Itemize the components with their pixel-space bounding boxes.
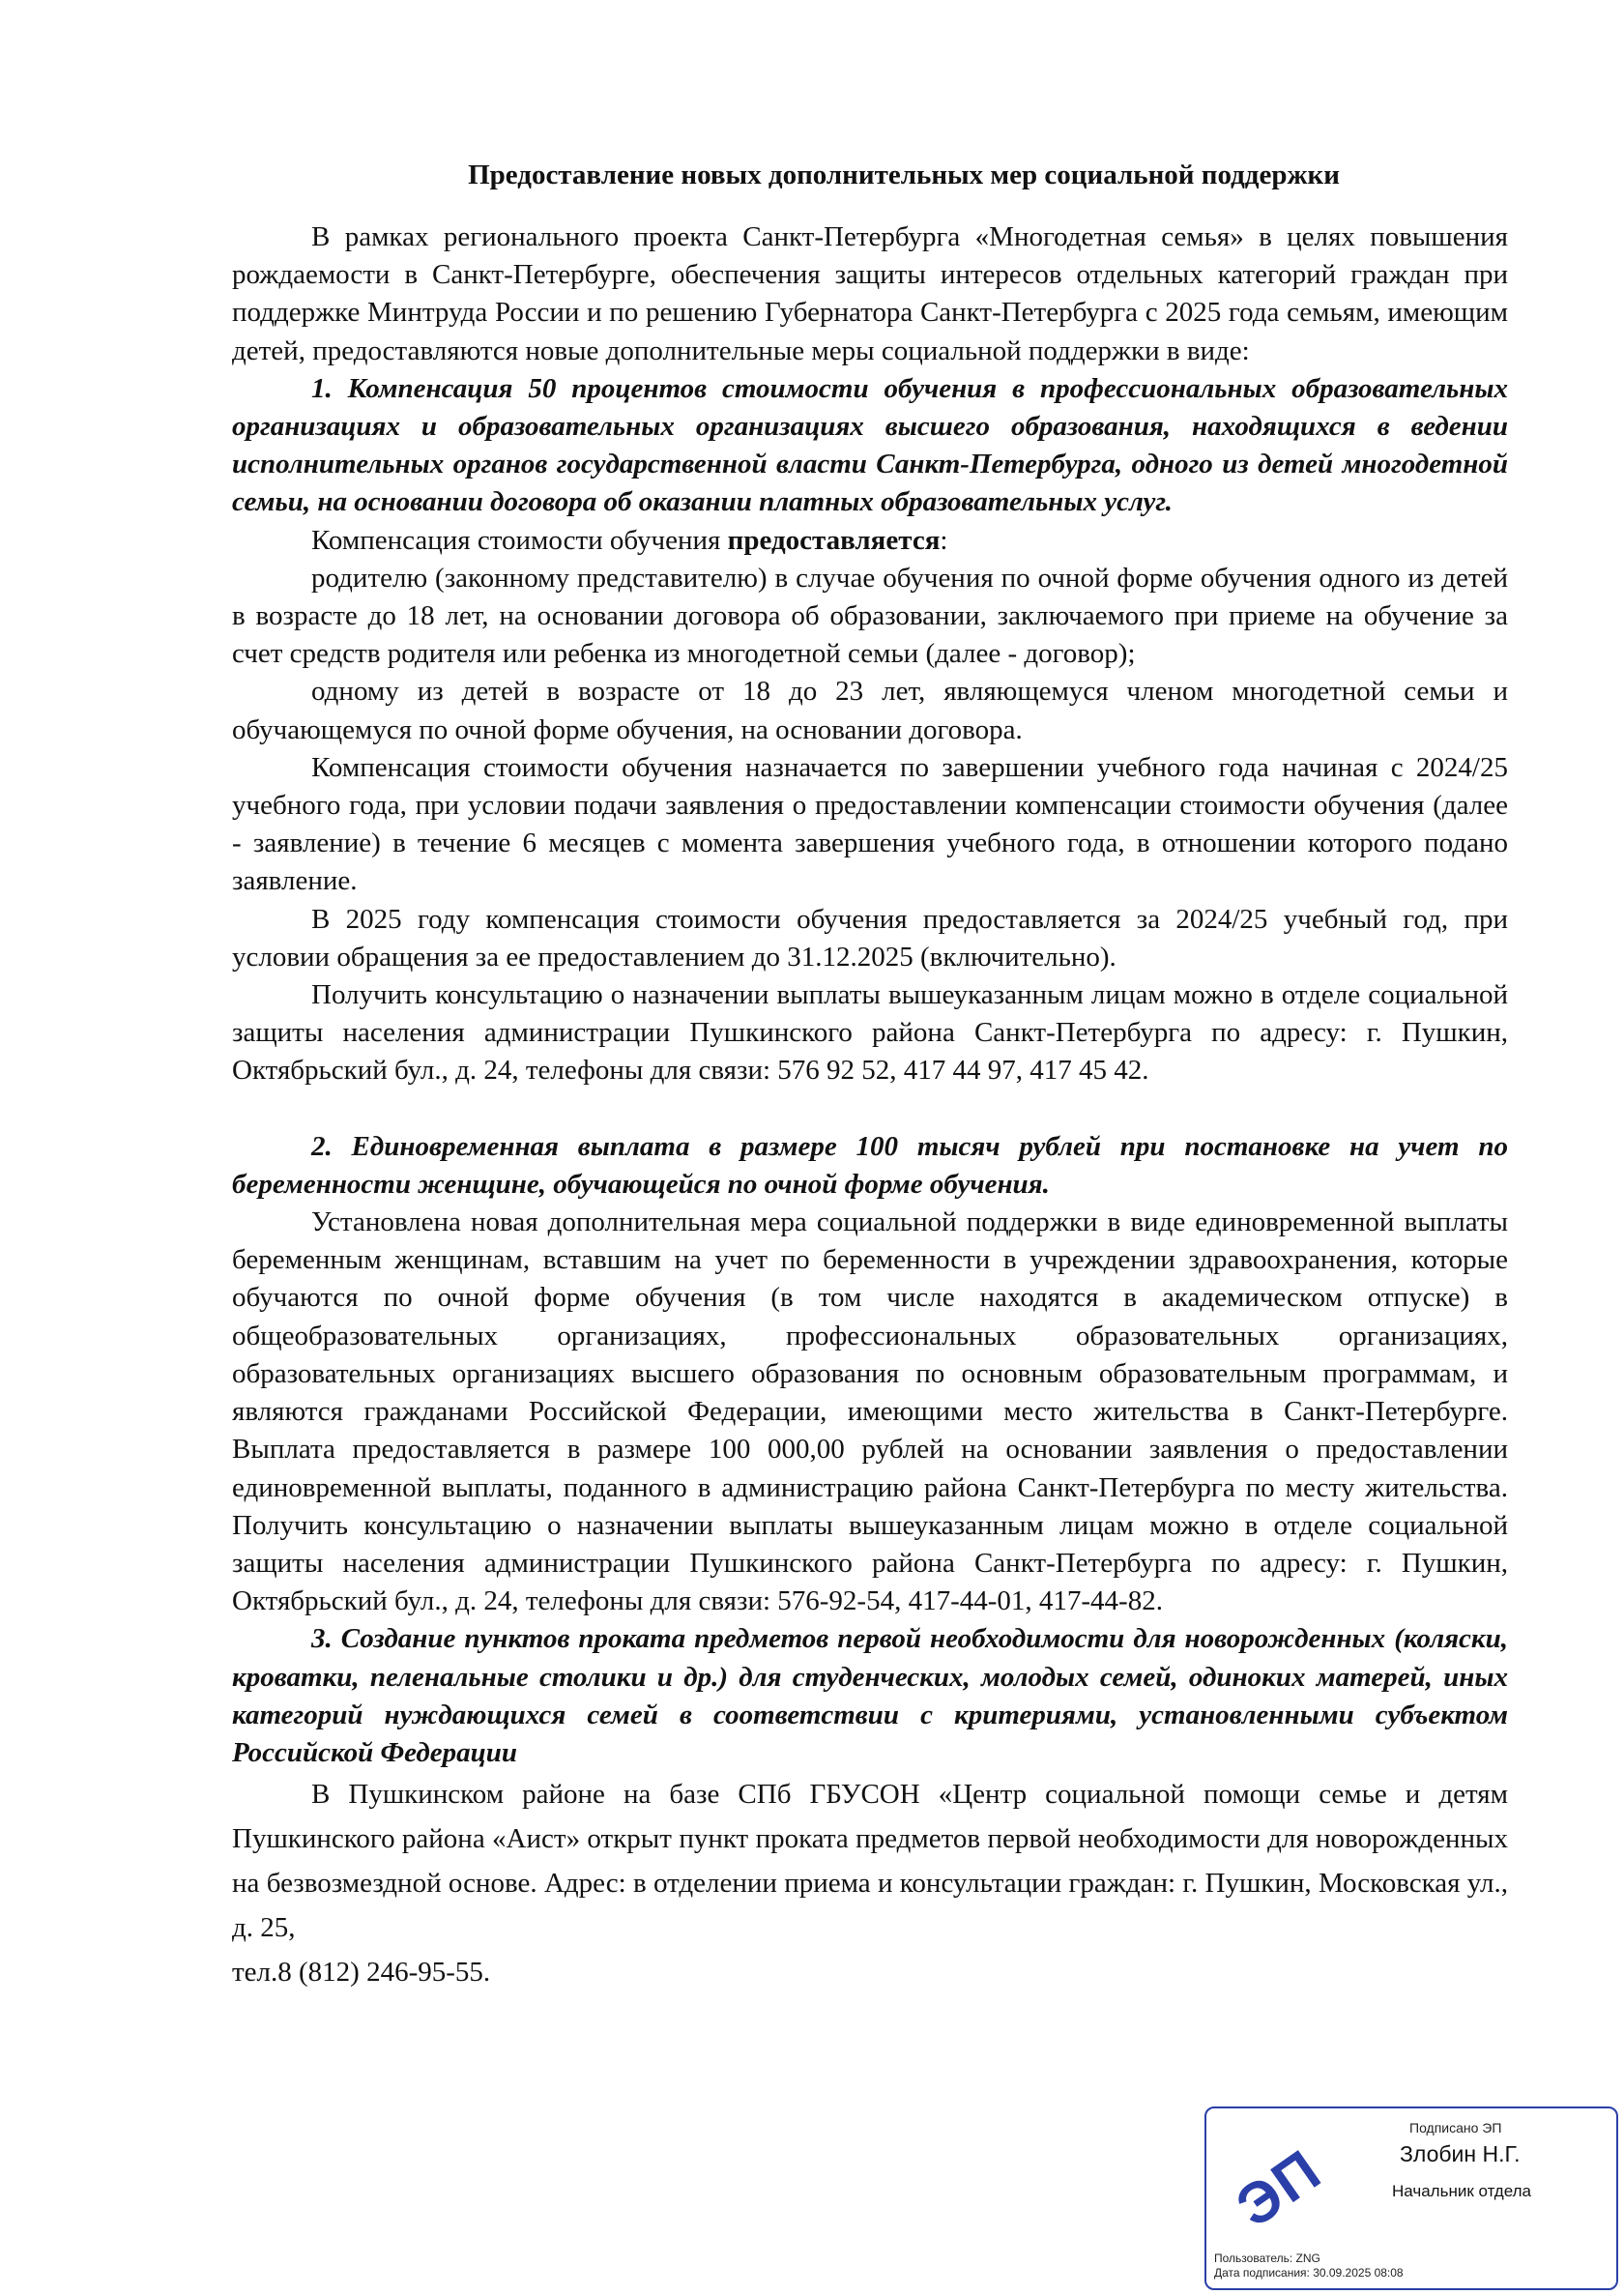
stamp-signed-label: Подписано ЭП [1409,2120,1502,2135]
section-gap [232,1090,1508,1128]
item1-heading: 1. Компенсация 50 процентов стоимости обучения в профессиональных образовательных организациях и образовательных организациях высшего образования, находящихся в ведении исполнительных органов государственной власти Санкт-Петербурга, одного из детей многодетной семьи, на основании договора об оказании платных образовательных услуг. [232,372,1508,518]
item1-assigned-paragraph: Компенсация стоимости обучения назначается по завершении учебного года начиная с 2024/25 учебного года, при условии подачи заявления о предоставлении компенсации стоимости обучения (далее - заявление) в течение 6 месяцев с момента завершения учебного года, в отношении которого подано заявление. [232,751,1508,897]
item1-parent-paragraph: родителю (законному представителю) в случае обучения по очной форме обучения одного из детей в возрасте до 18 лет, на основании договора об образовании, заключаемого при приеме на обучение за счет средств родителя или ребенка из многодетной семьи (далее - договор); [232,562,1508,670]
stamp-signer-position: Начальник отдела [1392,2182,1531,2200]
item1-provided-colon: : [940,524,948,556]
item1-provided-paragraph [232,522,1508,560]
item1-consult-paragraph: Получить консультацию о назначении выплаты вышеуказанным лицам можно в отделе социальной защиты населения администрации Пушкинского района Санкт-Петербурга по адресу: г. Пушкин, Октябрьский бул., д. 24, телефоны для связи: 576 92 52, 417 44 97, 417 45 42. [232,979,1508,1087]
item1-child-paragraph: одному из детей в возрасте от 18 до 23 лет, являющемуся членом многодетной семьи и обучающемуся по очной форме обучения, на основании договора. [232,676,1508,745]
stamp-date: Дата подписания: 30.09.2025 08:08 [1214,2266,1404,2280]
item1-provided-bold: предоставляется [727,524,941,556]
document-title: Предоставление новых дополнительных мер социальной поддержки [468,160,1340,190]
signature-logo-icon: ЭП [1224,2136,1333,2240]
item1-year2025-paragraph: В 2025 году компенсация стоимости обучения предоставляется за 2024/25 учебный год, при условии обращения за ее предоставлением до 31.12.2025 (включительно). [232,903,1508,973]
stamp-user: Пользователь: ZNG [1214,2251,1320,2265]
document-body [232,160,1508,1994]
intro-paragraph: В рамках регионального проекта Санкт-Петербурга «Многодетная семья» в целях повышения рождаемости в Санкт-Петербурге, обеспечения защиты интересов отдельных категорий граждан при поддержке Минтруда России и по решению Губернатора Санкт-Петербурга с 2025 года семьям, имеющим детей, предоставляются новые дополнительные меры социальной поддержки в виде: [232,221,1508,366]
item3-phone: тел.8 (812) 246-95-55. [232,1957,491,1989]
item3-body-paragraph: В Пушкинском районе на базе СПб ГБУСОН «Центр социальной помощи семье и детям Пушкинского района «Аист» открыт пункт проката предметов первой необходимости для новорожденных на безвозмездной основе. Адрес: в отделении приема и консультации граждан: г. Пушкин, Московская ул., д. 25, [232,1779,1508,1944]
item2-body-paragraph: Установлена новая дополнительная мера социальной поддержки в виде единовременной выплаты беременным женщинам, вставшим на учет по беременности в учреждении здравоохранения, которые обучаются по очной форме обучения (в том числе находятся в академическом отпуске) в общеобразовательных организациях, профессиональных образовательных организациях, образовательных организациях высшего образования по основным образовательным программам, и являются гражданами Российской Федерации, имеющими место жительства в Санкт-Петербурге. Выплата предоставляется в размере 100 000,00 рублей на основании заявления о предоставлении единовременной выплаты, поданного в администрацию района Санкт-Петербурга по месту жительства. Получить консультацию о назначении выплаты вышеуказанным лицам можно в отделе социальной защиты населения администрации Пушкинского района Санкт-Петербурга по адресу: г. Пушкин, Октябрьский бул., д. 24, телефоны для связи: 576-92-54, 417-44-01, 417-44-82. [232,1206,1508,1617]
item2-heading: 2. Единовременная выплата в размере 100 тысяч рублей при постановке на учет по беременности женщине, обучающейся по очной форме обучения. [232,1130,1508,1200]
stamp-signer-name: Злобин Н.Г. [1400,2141,1521,2166]
electronic-signature-stamp [1204,2106,1618,2290]
item1-provided-lead: Компенсация стоимости обучения [311,524,721,556]
item3-heading: 3. Создание пунктов проката предметов первой необходимости для новорожденных (коляски, кроватки, пеленальные столики и др.) для студенческих, молодых семей, одиноких матерей, иных категорий нуждающихся семей в соответствии с критериями, установленными субъектом Российской Федерации [232,1623,1508,1768]
